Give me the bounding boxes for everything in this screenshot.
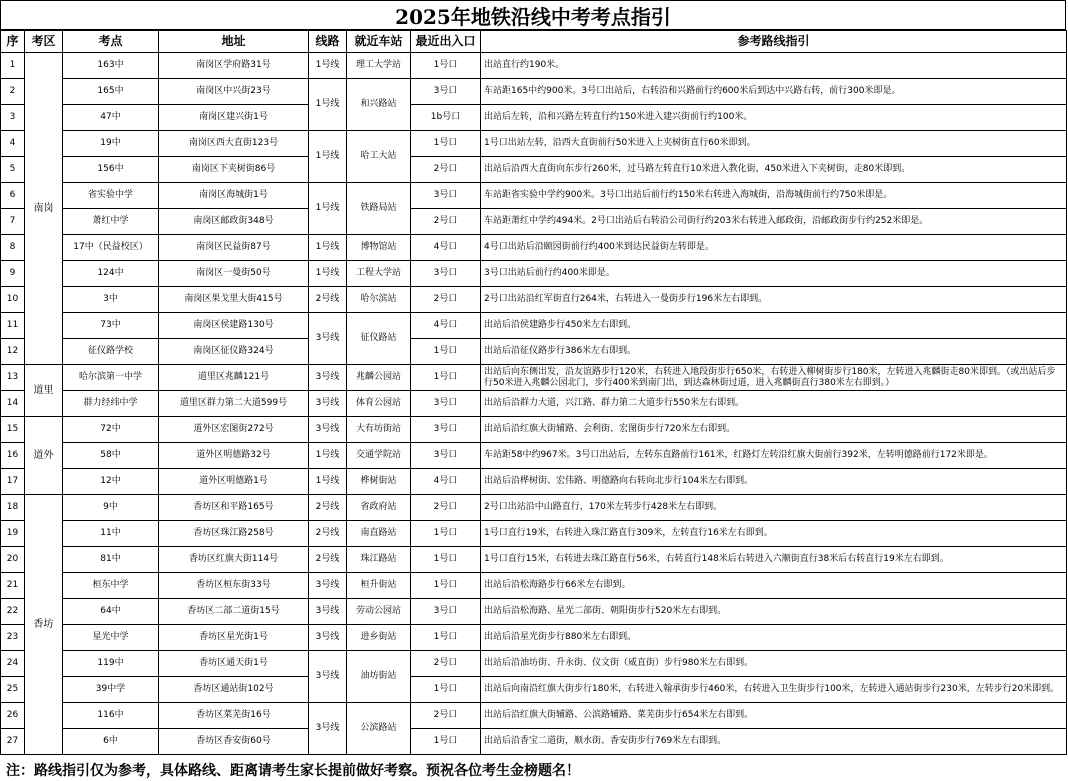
line-cell: 2号线	[309, 287, 347, 313]
row-number: 8	[1, 235, 25, 261]
row-number: 4	[1, 131, 25, 157]
line-cell: 1号线	[309, 235, 347, 261]
station-cell: 桦树街站	[347, 469, 411, 495]
exit-cell: 1号口	[411, 729, 481, 755]
site-cell: 哈尔滨第一中学	[63, 365, 159, 391]
row-number: 16	[1, 443, 25, 469]
row-number: 26	[1, 703, 25, 729]
route-cell: 出站后沿征仪路步行386米左右即到。	[481, 339, 1067, 365]
exit-cell: 2号口	[411, 703, 481, 729]
address-cell: 南岗区建兴街1号	[159, 105, 309, 131]
header-line: 线路	[309, 31, 347, 53]
table-row	[1, 313, 1067, 339]
exit-cell: 1b号口	[411, 105, 481, 131]
station-cell: 劳动公园站	[347, 599, 411, 625]
row-number: 6	[1, 183, 25, 209]
exit-cell: 2号口	[411, 209, 481, 235]
address-cell: 南岗区一曼街50号	[159, 261, 309, 287]
table-row	[1, 131, 1067, 157]
exit-cell: 3号口	[411, 417, 481, 443]
site-cell: 73中	[63, 313, 159, 339]
row-number: 1	[1, 53, 25, 79]
address-cell: 香坊区星光街1号	[159, 625, 309, 651]
address-cell: 南岗区海城街1号	[159, 183, 309, 209]
row-number: 21	[1, 573, 25, 599]
route-cell: 出站后沿油坊街、升永街、仪文街（威直街）步行980米左右即到。	[481, 651, 1067, 677]
row-number: 18	[1, 495, 25, 521]
station-cell: 哈尔滨站	[347, 287, 411, 313]
row-number: 17	[1, 469, 25, 495]
exit-cell: 2号口	[411, 495, 481, 521]
route-cell: 出站后沿群力大道，兴江路、群力第二大道步行550米左右即到。	[481, 391, 1067, 417]
district-cell: 香坊	[25, 495, 63, 755]
row-number: 13	[1, 365, 25, 391]
site-cell: 群力经纬中学	[63, 391, 159, 417]
line-cell: 2号线	[309, 521, 347, 547]
row-number: 23	[1, 625, 25, 651]
site-cell: 124中	[63, 261, 159, 287]
row-number: 19	[1, 521, 25, 547]
line-cell: 3号线	[309, 703, 347, 755]
table-row	[1, 625, 1067, 651]
station-cell: 博物馆站	[347, 235, 411, 261]
station-cell: 桓升街站	[347, 573, 411, 599]
address-cell: 香坊区通天街1号	[159, 651, 309, 677]
row-number: 2	[1, 79, 25, 105]
exit-cell: 4号口	[411, 469, 481, 495]
table-row	[1, 105, 1067, 131]
row-number: 27	[1, 729, 25, 755]
exit-cell: 2号口	[411, 157, 481, 183]
station-cell: 体育公园站	[347, 391, 411, 417]
address-cell: 南岗区侯建路130号	[159, 313, 309, 339]
row-number: 22	[1, 599, 25, 625]
route-cell: 出站后向东侧出发，沿友谊路步行120米，右转进入地段街步行650米，右转进入柳树街步行180米，左转进入兆麟街走80米即到。（或出站后步行50米进入兆麟公园北门，步行400米到南门出，到达森林街过道，进入兆麟街直行380米左右即到。）	[481, 365, 1067, 391]
route-cell: 1号口直行15米，右转进去珠江路直行56米，右转直行148米后右转进入六顺街直行38米后右转直行19米左右即到。	[481, 547, 1067, 573]
route-cell: 出站后沿西大直街向东步行260米，过马路左转直行10米进入教化街，450米进入下夹树街，走80米即到。	[481, 157, 1067, 183]
station-cell: 哈工大站	[347, 131, 411, 183]
line-cell: 1号线	[309, 469, 347, 495]
site-cell: 桓东中学	[63, 573, 159, 599]
row-number: 25	[1, 677, 25, 703]
row-number: 10	[1, 287, 25, 313]
line-cell: 1号线	[309, 183, 347, 235]
address-cell: 南岗区下夹树街86号	[159, 157, 309, 183]
exit-cell: 1号口	[411, 365, 481, 391]
route-cell: 3号口出站后前行约400米即是。	[481, 261, 1067, 287]
table-row	[1, 339, 1067, 365]
address-cell: 香坊区珠江路258号	[159, 521, 309, 547]
address-cell: 南岗区学府路31号	[159, 53, 309, 79]
exit-cell: 3号口	[411, 443, 481, 469]
station-cell: 大有坊街站	[347, 417, 411, 443]
exit-cell: 1号口	[411, 53, 481, 79]
exam-site-table	[0, 30, 1067, 755]
route-cell: 2号口出站沿中山路直行，170米左转步行428米左右即到。	[481, 495, 1067, 521]
exit-cell: 3号口	[411, 79, 481, 105]
exit-cell: 1号口	[411, 677, 481, 703]
district-cell: 道外	[25, 417, 63, 495]
table-row	[1, 521, 1067, 547]
address-cell: 香坊区桓东街33号	[159, 573, 309, 599]
line-cell: 1号线	[309, 79, 347, 131]
station-cell: 省政府站	[347, 495, 411, 521]
table-row	[1, 651, 1067, 677]
route-cell: 车站距省实验中学约900米。3号口出站后前行约150米右转进入海城街，沿海城街前行约750米即是。	[481, 183, 1067, 209]
route-cell: 出站后沿侯建路步行450米左右即到。	[481, 313, 1067, 339]
line-cell: 3号线	[309, 599, 347, 625]
route-cell: 车站距58中约967米。3号口出站后，左转东直路前行161米，红路灯左转沿红旗大街前行392米，左转明德路前行172米即是。	[481, 443, 1067, 469]
table-row	[1, 547, 1067, 573]
route-cell: 2号口出站沿红军街直行264米，右转进入一曼街步行196米左右即到。	[481, 287, 1067, 313]
site-cell: 165中	[63, 79, 159, 105]
route-cell: 出站后左转，沿和兴路左转直行约150米进入建兴街前行约100米。	[481, 105, 1067, 131]
station-cell: 和兴路站	[347, 79, 411, 131]
district-cell: 道里	[25, 365, 63, 417]
exit-cell: 1号口	[411, 625, 481, 651]
row-number: 3	[1, 105, 25, 131]
station-cell: 公滨路站	[347, 703, 411, 755]
route-cell: 出站后沿香宝二道街，顺水街、香安街步行769米左右即到。	[481, 729, 1067, 755]
exit-cell: 2号口	[411, 287, 481, 313]
header-site: 考点	[63, 31, 159, 53]
exit-cell: 4号口	[411, 313, 481, 339]
table-row	[1, 209, 1067, 235]
station-cell: 理工大学站	[347, 53, 411, 79]
line-cell: 1号线	[309, 53, 347, 79]
sheet-title: 2025年地铁沿线中考考点指引	[0, 0, 1066, 30]
address-cell: 香坊区二部二道街15号	[159, 599, 309, 625]
site-cell: 省实验中学	[63, 183, 159, 209]
table-row	[1, 79, 1067, 105]
line-cell: 2号线	[309, 547, 347, 573]
address-cell: 道外区宏图街272号	[159, 417, 309, 443]
address-cell: 道外区明德路32号	[159, 443, 309, 469]
address-cell: 南岗区邮政街348号	[159, 209, 309, 235]
address-cell: 南岗区西大直街123号	[159, 131, 309, 157]
site-cell: 3中	[63, 287, 159, 313]
address-cell: 道里区兆麟121号	[159, 365, 309, 391]
district-cell: 南岗	[25, 53, 63, 365]
site-cell: 12中	[63, 469, 159, 495]
route-cell: 出站后向南沿红旗大街步行180米，右转进入翰承街步行460米，右转进入卫生街步行100米，左转进入通站街步行230米，左转步行20米即到。	[481, 677, 1067, 703]
exit-cell: 3号口	[411, 599, 481, 625]
address-cell: 南岗区民益街87号	[159, 235, 309, 261]
site-cell: 156中	[63, 157, 159, 183]
station-cell: 南直路站	[347, 521, 411, 547]
site-cell: 9中	[63, 495, 159, 521]
route-cell: 车站距165中约900米。3号口出站后，右转沿和兴路前行约600米后到达中兴路右转，前行300米即是。	[481, 79, 1067, 105]
site-cell: 11中	[63, 521, 159, 547]
table-row	[1, 703, 1067, 729]
header-no: 序	[1, 31, 25, 53]
line-cell: 1号线	[309, 261, 347, 287]
footer-note: 注：路线指引仅为参考，具体路线、距离请考生家长提前做好考察。预祝各位考生金榜题名！	[6, 763, 580, 779]
row-number: 20	[1, 547, 25, 573]
site-cell: 116中	[63, 703, 159, 729]
address-cell: 香坊区菜芜街16号	[159, 703, 309, 729]
line-cell: 3号线	[309, 651, 347, 703]
route-cell: 出站后沿松海路步行66米左右即到。	[481, 573, 1067, 599]
address-cell: 南岗区征仪路324号	[159, 339, 309, 365]
station-cell: 交通学院站	[347, 443, 411, 469]
station-cell: 兆麟公园站	[347, 365, 411, 391]
route-cell: 出站后沿星光街步行880米左右即到。	[481, 625, 1067, 651]
table-row	[1, 443, 1067, 469]
station-cell: 进乡街站	[347, 625, 411, 651]
row-number: 24	[1, 651, 25, 677]
route-cell: 出站直行约190米。	[481, 53, 1067, 79]
route-cell: 车站距萧红中学约494米。2号口出站后右转沿公司街行约203米右转进入邮政街，沿邮政街步行约252米即是。	[481, 209, 1067, 235]
row-number: 12	[1, 339, 25, 365]
table-row	[1, 235, 1067, 261]
route-cell: 出站后沿红旗大街辅路、会利街、宏图街步行720米左右即到。	[481, 417, 1067, 443]
site-cell: 72中	[63, 417, 159, 443]
table-row	[1, 53, 1067, 79]
site-cell: 星光中学	[63, 625, 159, 651]
row-number: 5	[1, 157, 25, 183]
exit-cell: 1号口	[411, 547, 481, 573]
row-number: 9	[1, 261, 25, 287]
row-number: 11	[1, 313, 25, 339]
table-row	[1, 157, 1067, 183]
line-cell: 3号线	[309, 313, 347, 365]
table-row	[1, 573, 1067, 599]
row-number: 15	[1, 417, 25, 443]
address-cell: 香坊区和平路165号	[159, 495, 309, 521]
line-cell: 3号线	[309, 573, 347, 599]
header-station: 就近车站	[347, 31, 411, 53]
address-cell: 南岗区中兴街23号	[159, 79, 309, 105]
table-row	[1, 391, 1067, 417]
exit-cell: 1号口	[411, 131, 481, 157]
line-cell: 2号线	[309, 495, 347, 521]
site-cell: 163中	[63, 53, 159, 79]
route-cell: 出站后沿红旗大街辅路、公滨路辅路、菜芜街步行654米左右即到。	[481, 703, 1067, 729]
exit-cell: 4号口	[411, 235, 481, 261]
station-cell: 铁路局站	[347, 183, 411, 235]
exit-cell: 1号口	[411, 573, 481, 599]
table-row	[1, 495, 1067, 521]
site-cell: 64中	[63, 599, 159, 625]
exit-cell: 1号口	[411, 521, 481, 547]
row-number: 7	[1, 209, 25, 235]
header-route: 参考路线指引	[481, 31, 1067, 53]
header-exit: 最近出入口	[411, 31, 481, 53]
site-cell: 81中	[63, 547, 159, 573]
site-cell: 萧红中学	[63, 209, 159, 235]
table-row	[1, 677, 1067, 703]
station-cell: 油坊街站	[347, 651, 411, 703]
line-cell: 3号线	[309, 625, 347, 651]
exit-cell: 3号口	[411, 261, 481, 287]
address-cell: 香坊区通站街102号	[159, 677, 309, 703]
site-cell: 17中（民益校区）	[63, 235, 159, 261]
line-cell: 3号线	[309, 417, 347, 443]
address-cell: 道外区明德路1号	[159, 469, 309, 495]
site-cell: 39中学	[63, 677, 159, 703]
address-cell: 香坊区红旗大街114号	[159, 547, 309, 573]
table-row	[1, 469, 1067, 495]
route-cell: 1号口直行19米，右转进入珠江路直行309米，左转直行16米左右即到。	[481, 521, 1067, 547]
header-district: 考区	[25, 31, 63, 53]
site-cell: 19中	[63, 131, 159, 157]
site-cell: 119中	[63, 651, 159, 677]
header-row	[1, 31, 1067, 53]
table-row	[1, 365, 1067, 391]
line-cell: 3号线	[309, 365, 347, 391]
address-cell: 南岗区果戈里大街415号	[159, 287, 309, 313]
table-row	[1, 287, 1067, 313]
table-row	[1, 417, 1067, 443]
table-row	[1, 599, 1067, 625]
exit-cell: 3号口	[411, 183, 481, 209]
route-cell: 出站后沿桦树街、宏伟路、明德路向右转向北步行104米左右即到。	[481, 469, 1067, 495]
route-cell: 4号口出站后沿颐园街前行约400米到达民益街左转即是。	[481, 235, 1067, 261]
exit-cell: 2号口	[411, 651, 481, 677]
table-row	[1, 261, 1067, 287]
header-address: 地址	[159, 31, 309, 53]
table-row	[1, 729, 1067, 755]
site-cell: 6中	[63, 729, 159, 755]
station-cell: 征仪路站	[347, 313, 411, 365]
exit-cell: 3号口	[411, 391, 481, 417]
address-cell: 道里区群力第二大道599号	[159, 391, 309, 417]
site-cell: 征仪路学校	[63, 339, 159, 365]
station-cell: 珠江路站	[347, 547, 411, 573]
site-cell: 47中	[63, 105, 159, 131]
exit-cell: 1号口	[411, 339, 481, 365]
line-cell: 1号线	[309, 443, 347, 469]
row-number: 14	[1, 391, 25, 417]
station-cell: 工程大学站	[347, 261, 411, 287]
route-cell: 出站后沿松海路、星光二部街、朝阳街步行520米左右即到。	[481, 599, 1067, 625]
route-cell: 1号口出站左转，沿西大直街前行50米进入上夹树街直行60米即到。	[481, 131, 1067, 157]
table-row	[1, 183, 1067, 209]
site-cell: 58中	[63, 443, 159, 469]
line-cell: 3号线	[309, 391, 347, 417]
line-cell: 1号线	[309, 131, 347, 183]
address-cell: 香坊区香安街60号	[159, 729, 309, 755]
